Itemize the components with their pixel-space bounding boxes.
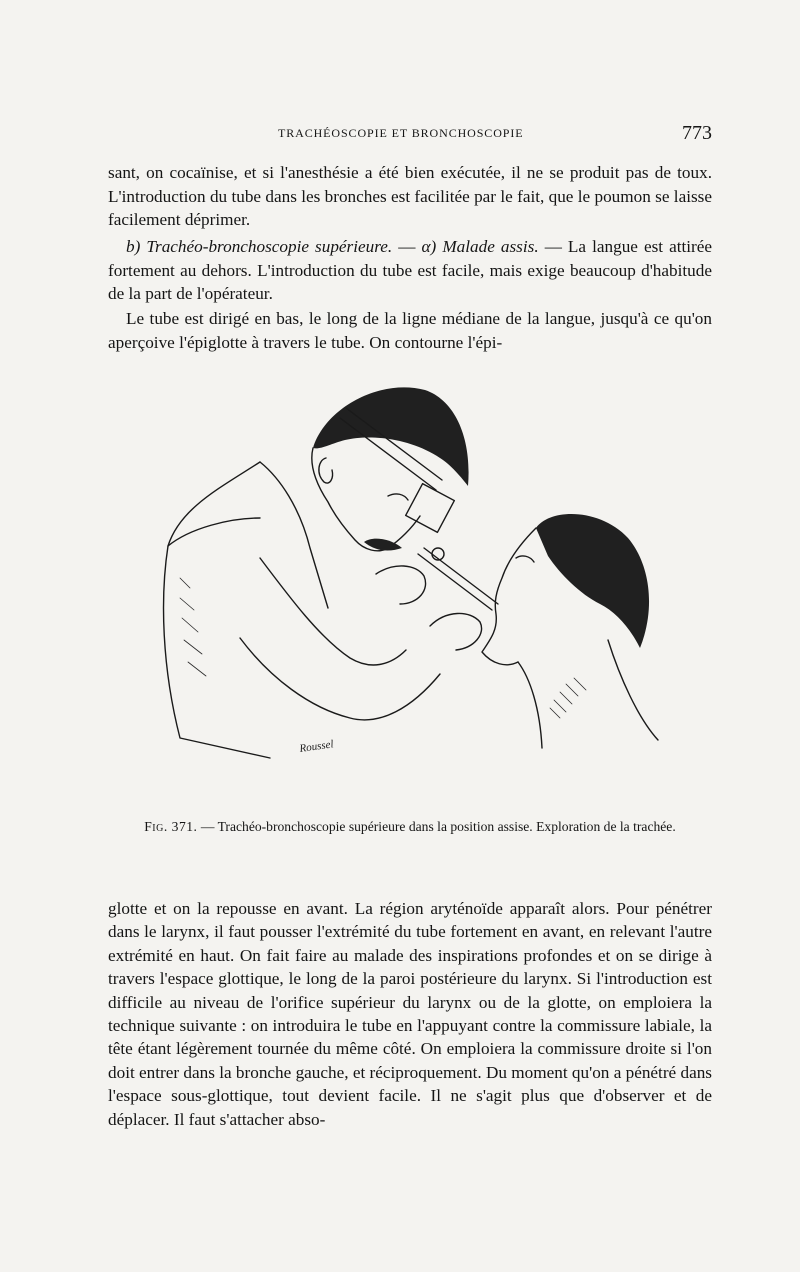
subsection-title: Malade assis. <box>442 237 539 256</box>
patient-hair <box>536 514 649 648</box>
patient-chest-shading <box>550 678 586 718</box>
doctor-moustache <box>364 539 402 551</box>
subsection-label: α) <box>421 237 437 256</box>
paragraph-2-text: — La langue est attirée fortement au dehors. L'introduction du tube est facile, mais exige beaucoup d'habitude de la part de l'opérateur. <box>108 237 713 304</box>
section-dash: — <box>392 237 422 256</box>
doctor-hair <box>313 387 469 486</box>
patient-neck <box>518 662 542 748</box>
patient-shoulder <box>608 640 658 740</box>
page-number: 773 <box>682 122 712 144</box>
coat-shading <box>180 578 206 676</box>
doctor-hand-left <box>376 566 426 604</box>
paragraph-1: sant, on cocaïnise, et si l'anesthésie a été bien exécutée, il ne se produit pas de toux. L'introduction du tube dans les bronches est facilitée par le fait, que le poumon se laisse facilement déprimer. <box>108 163 712 230</box>
artist-signature: Roussel <box>298 738 335 755</box>
doctor-ear <box>319 458 333 483</box>
patient-face <box>482 528 536 665</box>
doctor-face <box>312 448 420 551</box>
figure-illustration <box>150 378 670 798</box>
figure-caption <box>108 818 712 835</box>
section-label: b) <box>126 237 141 256</box>
paragraph-2 <box>108 235 712 306</box>
section-title: Trachéo-bronchoscopie supérieure. <box>146 237 393 256</box>
figure-label: Fig. 371. <box>144 819 198 834</box>
running-title: TRACHÉOSCOPIE ET BRONCHOSCOPIE <box>278 126 524 140</box>
doctor-hand-right <box>430 613 482 650</box>
doctor-eye <box>388 494 408 500</box>
bronchoscope-tube <box>418 548 498 610</box>
figure-caption-text: — Trachéo-bronchoscopie supérieure dans la position assise. Exploration de la trachée. <box>197 819 676 834</box>
doctor-shoulder <box>168 518 260 546</box>
paragraph-3: Le tube est dirigé en bas, le long de la ligne médiane de la langue, jusqu'à ce qu'on aperçoive l'épiglotte à travers le tube. On contourne l'épi- <box>108 309 712 352</box>
paragraph-4: glotte et on la repousse en avant. La région aryténoïde apparaît alors. Pour pénétrer dans le larynx, il faut pousser l'extrémité du tube fortement en avant, en relevant l'autre extrémité en haut. On fait faire au malade des inspirations profondes et on se dirige à travers l'espace glottique, le long de la paroi postérieure du larynx. Si l'introduction est difficile au niveau de l'orifice supérieur du larynx ou de la glotte, on emploiera la technique suivante : on introduira le tube en l'appuyant contre la commissure labiale, la tête étant légèrement tournée du même côté. On emploiera la commissure droite si l'on doit entrer dans la bronche gauche, et réciproquement. Du moment qu'on a pénétré dans l'espace sous-glottique, tout devient facile. Il ne s'agit plus que d'observer et de déplacer. Il faut s'attacher abso- <box>108 899 712 1129</box>
patient-eye <box>516 556 534 562</box>
page-header <box>108 122 712 146</box>
doctor-coat <box>164 462 270 758</box>
doctor-arm <box>260 558 406 665</box>
bronchoscopy-engraving <box>150 378 670 798</box>
